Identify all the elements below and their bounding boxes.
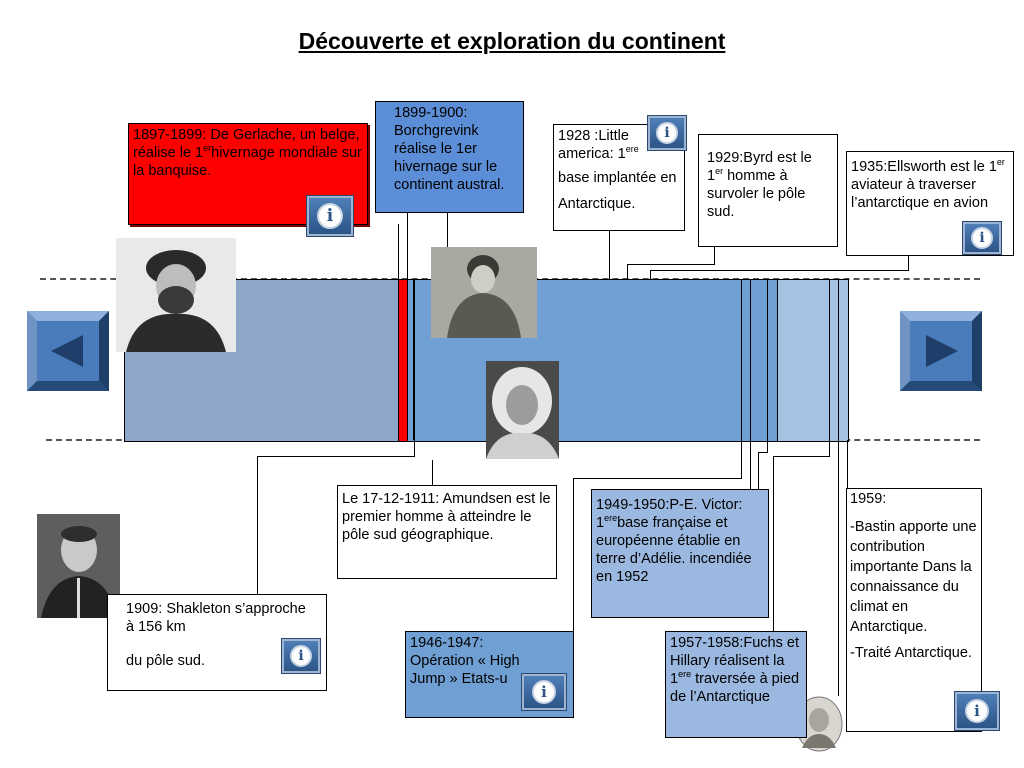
timeline-tick	[750, 279, 751, 440]
connector-line	[573, 478, 741, 479]
event-text: base française et européenne établie en terre d’Adélie. incendiée en 1952	[596, 515, 752, 585]
connector-line	[838, 440, 839, 696]
connector-line	[573, 478, 574, 632]
timeline-tick	[767, 279, 768, 440]
previous-button[interactable]	[27, 311, 109, 391]
info-icon: i	[532, 680, 556, 704]
event-text: 1949-1950:P-E. Victor: 1	[596, 497, 743, 531]
event-sup: er	[996, 157, 1005, 167]
connector-line	[432, 460, 433, 485]
connector-line	[257, 456, 258, 594]
portrait-photo-amundsen	[486, 361, 559, 459]
info-button-1897[interactable]	[307, 196, 353, 236]
event-text: 1935:Ellsworth est le 1	[851, 159, 997, 175]
connector-line	[447, 212, 448, 248]
connector-line	[650, 270, 651, 280]
event-1949-victor	[591, 489, 769, 618]
info-icon: i	[965, 699, 989, 723]
connector-line	[741, 440, 742, 479]
event-1929-byrd	[698, 134, 838, 247]
connector-line	[773, 456, 774, 631]
info-icon: i	[317, 203, 343, 229]
info-button-1909[interactable]	[282, 639, 320, 673]
connector-line	[750, 440, 751, 490]
event-text: du pôle sud.	[126, 653, 206, 669]
event-1911-amundsen	[337, 485, 557, 579]
event-sup: ere	[604, 513, 618, 523]
event-text: Le 17-12-1911: Amundsen est le premier homme à atteindre le pôle sud géographique.	[342, 491, 551, 543]
info-button-1928[interactable]	[648, 116, 686, 150]
event-text: 1946-1947: Opération « High Jump » Etats-u	[410, 635, 520, 687]
info-button-1946[interactable]	[522, 674, 566, 710]
event-1957-fuchs-hillary	[665, 631, 807, 738]
event-text: 1929:Byrd est le 1	[707, 150, 812, 184]
event-text: base implantée en Antarctique.	[558, 170, 677, 212]
event-text: 1957-1958:Fuchs et Hillary réalisent la 1	[670, 635, 799, 687]
event-sup: ere	[625, 144, 639, 154]
connector-line	[829, 440, 830, 457]
info-icon: i	[290, 645, 312, 667]
connector-line	[398, 224, 399, 280]
event-text: hivernage mondiale sur la banquise.	[133, 145, 362, 179]
event-text: -Traité Antarctique.	[850, 645, 972, 661]
event-sup: er	[715, 166, 724, 176]
next-button[interactable]	[900, 311, 982, 391]
event-text: 1909: Shakleton s’approche à 156 km	[126, 601, 306, 635]
connector-line	[609, 230, 610, 280]
info-icon: i	[971, 227, 993, 249]
info-button-1959[interactable]	[955, 692, 999, 730]
event-sup: er	[203, 143, 212, 153]
portrait-photo-de-gerlache	[116, 238, 236, 352]
timeline-tick	[413, 279, 415, 440]
connector-line	[773, 456, 830, 457]
event-text: aviateur à traverser l’antarctique en avion	[851, 177, 989, 211]
timeline-tick	[741, 279, 742, 440]
timeline-tick	[829, 279, 830, 440]
connector-line	[414, 440, 415, 457]
timeline-tick	[838, 279, 839, 440]
event-text: 1928 :Little america: 1	[558, 128, 629, 162]
connector-line	[650, 270, 909, 271]
event-text: 1899-1900: Borchgrevink réalise le 1er hivernage sur le continent austral.	[394, 105, 505, 193]
connector-line	[257, 456, 415, 457]
event-1899-borchgrevink	[375, 101, 524, 213]
page-title: Découverte et exploration du continent	[298, 28, 726, 54]
connector-line	[714, 246, 715, 264]
connector-line	[758, 452, 759, 490]
event-sup: ere	[678, 669, 692, 679]
connector-line	[847, 440, 848, 490]
info-button-1935[interactable]	[963, 222, 1001, 254]
connector-line	[407, 212, 408, 280]
event-text: traversée à pied de l’Antarctique	[670, 671, 800, 705]
connector-line	[627, 264, 715, 265]
left-triangle-icon	[27, 311, 109, 391]
event-text: 1897-1899: De Gerlache, un belge, réalise le 1	[133, 127, 360, 161]
connector-line	[767, 440, 768, 453]
info-icon: i	[656, 122, 678, 144]
event-text: 1959:	[850, 491, 887, 507]
event-text: homme à survoler le pôle sud.	[707, 168, 806, 220]
connector-line	[908, 256, 909, 270]
event-text: -Bastin apporte une contribution importante Dans la connaissance du climat en Antarctique.	[850, 519, 977, 635]
connector-line	[627, 264, 628, 280]
portrait-photo-borchgrevink	[431, 247, 537, 338]
right-triangle-icon	[900, 311, 982, 391]
